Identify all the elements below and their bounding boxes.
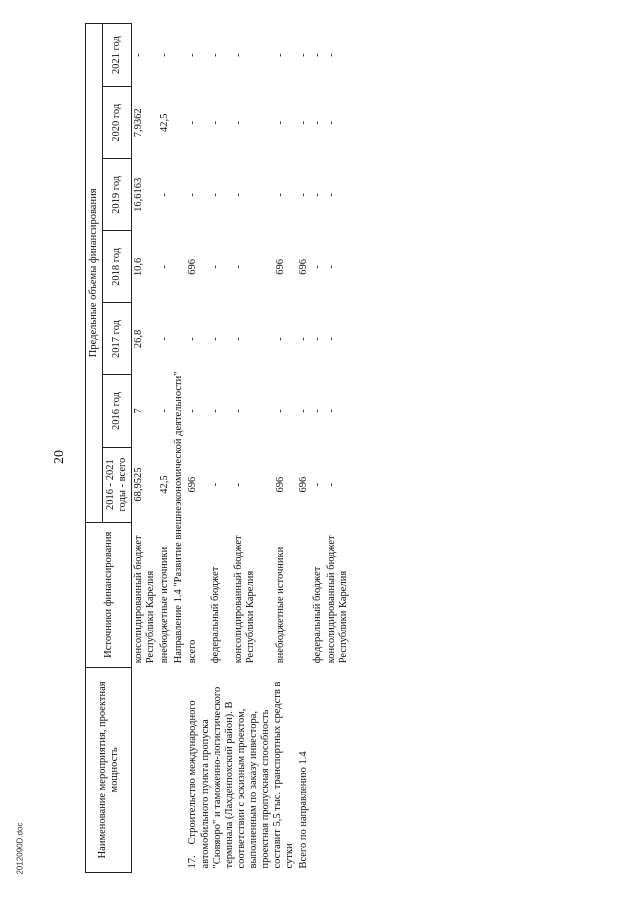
item-name: Строительство международного автомобильного пункта пропуска "Сювяоро" и таможенно-логистического терминала (Лахденпохский район). В соответствии с эскизным проектом, выполненным по заказу инвестора, проектная пропускная способность составит 5,5 тыс. транспортных средств в сутки (187, 681, 295, 869)
header-year: 2021 год (103, 24, 132, 87)
value-cell: - (210, 337, 222, 341)
direction-heading: Направление 1.4 "Развитие внешнеэкономической деятельности" (173, 371, 185, 664)
value-cell: - (275, 337, 287, 341)
value-cell: - (312, 53, 324, 57)
total-cell: 68,9525 (133, 467, 145, 502)
header-name: Наименование мероприятия, проектная мощность (86, 667, 132, 872)
value-cell: - (275, 121, 287, 125)
source-cell: внебюджетные источники (275, 546, 287, 664)
value-cell: - (133, 53, 145, 57)
value-cell: 10,6 (133, 257, 145, 277)
value-cell: - (232, 337, 244, 341)
value-cell: - (210, 53, 222, 57)
value-cell: - (312, 337, 324, 341)
total-cell: - (210, 482, 222, 487)
value-cell: - (187, 193, 199, 197)
name-cell (132, 667, 159, 872)
header-source: Источники финансирования (86, 522, 132, 667)
total-cell: 696 (275, 476, 287, 493)
table-row (158, 24, 172, 873)
table-row (132, 24, 159, 873)
header-year: 2016 год (103, 375, 132, 447)
value-cell: - (326, 409, 338, 413)
value-cell: - (159, 193, 171, 197)
value-cell: - (210, 265, 222, 269)
total-direction-name: Всего по направлению 1.4 (298, 751, 309, 869)
value-cell: - (210, 409, 222, 413)
total-cell: - (312, 482, 324, 487)
value-cell: - (312, 409, 324, 413)
source-cell: консолидированный бюджет Республики Карелия (133, 535, 157, 664)
source-cell: консолидированный бюджет Республики Карелия (326, 535, 350, 664)
value-cell: - (312, 121, 324, 125)
value-cell: - (275, 193, 287, 197)
source-cell: консолидированный бюджет Республики Карелия (232, 535, 256, 664)
header-financing-group: Предельные объемы финансирования (86, 24, 103, 523)
value-cell: 26,8 (133, 329, 145, 349)
header-year: 2017 год (103, 303, 132, 375)
value-cell: - (232, 265, 244, 269)
item-number: 17. (187, 855, 199, 869)
total-cell: 696 (187, 476, 199, 493)
value-cell: - (326, 265, 338, 269)
value-cell: - (159, 409, 171, 413)
value-cell: 7,9362 (133, 108, 145, 138)
value-cell: 696 (275, 259, 287, 275)
value-cell: 696 (298, 259, 309, 275)
total-cell: 42,5 (159, 475, 171, 494)
value-cell: - (326, 53, 338, 57)
value-cell: - (232, 193, 244, 197)
value-cell: - (312, 193, 324, 197)
value-cell: 16,6163 (133, 177, 145, 212)
name-cell (158, 667, 172, 872)
source-cell: внебюджетные источники (159, 546, 171, 664)
value-cell: 7 (133, 408, 145, 414)
page-number: 20 (52, 450, 67, 464)
header-total: 2016 - 2021 годы - всего (103, 447, 132, 522)
item-name-cell (186, 667, 297, 872)
value-cell: - (187, 337, 199, 341)
value-cell: - (275, 53, 287, 57)
value-cell: - (326, 121, 338, 125)
value-cell: - (187, 53, 199, 57)
total-cell: - (232, 482, 244, 487)
value-cell: - (298, 409, 309, 413)
source-cell (297, 522, 311, 667)
rotated-table-container (85, 23, 540, 873)
value-cell: 696 (187, 259, 199, 275)
value-cell: - (275, 409, 287, 413)
value-cell: - (187, 121, 199, 125)
header-year: 2018 год (103, 231, 132, 303)
footer-document-code: 2012090D.doc (15, 822, 25, 875)
name-cell (172, 667, 186, 872)
value-cell: - (232, 121, 244, 125)
value-cell: 42,5 (159, 113, 171, 132)
value-cell: - (326, 337, 338, 341)
value-cell: - (298, 337, 309, 341)
value-cell: - (159, 337, 171, 341)
value-cell: - (210, 121, 222, 125)
value-cell: - (232, 53, 244, 57)
value-cell: - (326, 193, 338, 197)
source-cell: федеральный бюджет (312, 566, 324, 664)
value-cell: - (298, 53, 309, 57)
value-cell: - (159, 265, 171, 269)
value-cell: - (210, 193, 222, 197)
value-cell: - (298, 193, 309, 197)
value-cell: - (312, 265, 324, 269)
total-cell: - (326, 482, 338, 487)
value-cell: - (298, 121, 309, 125)
source-cell: федеральный бюджет (210, 566, 222, 664)
table-row (172, 24, 186, 873)
header-year: 2019 год (103, 159, 132, 231)
total-cell: 696 (298, 476, 309, 493)
value-cell: - (159, 53, 171, 57)
value-cell: - (232, 409, 244, 413)
header-year: 2020 год (103, 87, 132, 159)
table-row (186, 24, 209, 873)
source-cell: всего (187, 639, 199, 664)
table-row (297, 24, 311, 873)
value-cell: - (187, 409, 199, 413)
financing-table (85, 23, 351, 873)
